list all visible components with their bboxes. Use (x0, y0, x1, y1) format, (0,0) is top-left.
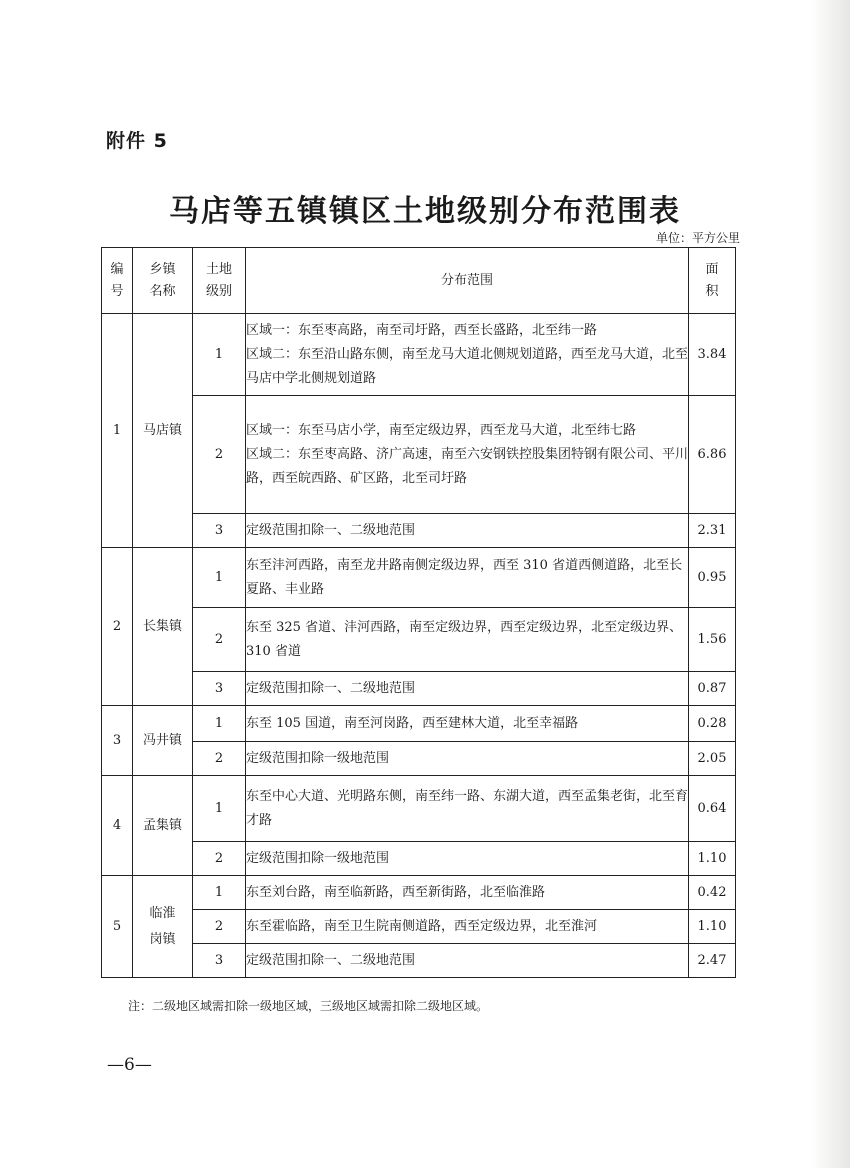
area-value: 0.28 (689, 706, 736, 742)
header-level-line: 土地 (205, 261, 232, 277)
range-text: 定级范围扣除一、二级地范围 (246, 952, 416, 968)
range-text: 定级范围扣除一级地范围 (246, 750, 390, 766)
area-value: 2.31 (689, 514, 736, 548)
town-number: 1 (102, 314, 133, 548)
header-area (689, 248, 736, 314)
distribution-range (246, 706, 689, 742)
town-name-line: 马店镇 (142, 422, 182, 438)
distribution-range (246, 514, 689, 548)
town-name-line: 冯井镇 (142, 732, 182, 748)
header-town (133, 248, 193, 314)
land-level: 2 (193, 608, 246, 672)
page-number: —6— (107, 1055, 152, 1075)
distribution-range (246, 608, 689, 672)
table-row (102, 910, 736, 944)
range-text: 东至中心大道、光明路东侧，南至纬一路、东湖大道，西至孟集老街，北至育才路 (246, 788, 689, 828)
area-value: 0.95 (689, 548, 736, 608)
unit-label: 单位：平方公里 (655, 231, 740, 245)
table-note: 注：二级地区域需扣除一级地区域，三级地区域需扣除二级地区域。 (128, 999, 489, 1013)
town-name-line: 孟集镇 (142, 817, 182, 833)
table-header-row (102, 248, 736, 314)
land-level: 2 (193, 742, 246, 776)
area-value: 3.84 (689, 314, 736, 396)
scan-edge-shadow (810, 0, 850, 1168)
town-name (133, 548, 193, 706)
land-level: 1 (193, 706, 246, 742)
land-level: 3 (193, 514, 246, 548)
table-row (102, 672, 736, 706)
table-row (102, 944, 736, 978)
range-text: 定级范围扣除一级地范围 (246, 850, 390, 866)
table-row (102, 548, 736, 608)
distribution-range (246, 548, 689, 608)
town-name (133, 876, 193, 978)
land-level: 3 (193, 672, 246, 706)
range-text: 区域一：东至枣高路，南至司圩路，西至长盛路，北至纬一路 (246, 322, 598, 338)
land-level: 1 (193, 548, 246, 608)
range-text: 东至沣河西路，南至龙井路南侧定级边界，西至 310 省道西侧道路，北至长夏路、丰业路 (246, 557, 683, 597)
header-level-line: 级别 (205, 283, 232, 299)
area-value: 1.56 (689, 608, 736, 672)
land-level: 1 (193, 776, 246, 842)
distribution-range (246, 314, 689, 396)
land-level: 3 (193, 944, 246, 978)
area-value: 0.64 (689, 776, 736, 842)
table-row (102, 608, 736, 672)
distribution-range (246, 742, 689, 776)
town-name-line: 临淮 (149, 905, 176, 921)
table-row (102, 514, 736, 548)
distribution-range (246, 876, 689, 910)
town-name (133, 314, 193, 548)
header-town-line: 乡镇 (149, 261, 176, 277)
table-body (102, 314, 736, 978)
table-row (102, 876, 736, 910)
distribution-range (246, 672, 689, 706)
land-level: 2 (193, 842, 246, 876)
range-text: 区域二：东至枣高路、济广高速，南至六安钢铁控股集团特钢有限公司、平川路，西至皖西路、矿区路，北至司圩路 (246, 446, 689, 486)
range-text: 东至 105 国道，南至河岗路，西至建林大道，北至幸福路 (246, 715, 579, 731)
header-town-line: 名称 (149, 283, 176, 299)
header-area-line: 面 (705, 261, 719, 277)
distribution-range (246, 910, 689, 944)
range-text: 区域一：东至马店小学，南至定级边界，西至龙马大道，北至纬七路 (246, 422, 637, 438)
town-name (133, 776, 193, 876)
table-row (102, 842, 736, 876)
land-level: 2 (193, 910, 246, 944)
town-number: 2 (102, 548, 133, 706)
header-no (102, 248, 133, 314)
page-title: 马店等五镇镇区土地级别分布范围表 (169, 194, 681, 229)
town-number: 4 (102, 776, 133, 876)
attachment-label: 附件 5 (106, 130, 168, 152)
land-level: 1 (193, 876, 246, 910)
area-value: 1.10 (689, 842, 736, 876)
town-number: 5 (102, 876, 133, 978)
distribution-range (246, 776, 689, 842)
range-text: 区域二：东至沿山路东侧，南至龙马大道北侧规划道路，西至龙马大道，北至马店中学北侧规划道路 (246, 346, 689, 386)
table-row (102, 314, 736, 396)
town-name-line: 岗镇 (149, 931, 176, 947)
area-value: 2.47 (689, 944, 736, 978)
header-no-line: 号 (110, 283, 124, 299)
header-area-line: 积 (705, 283, 719, 299)
area-value: 0.87 (689, 672, 736, 706)
range-text: 东至霍临路，南至卫生院南侧道路，西至定级边界，北至淮河 (246, 918, 598, 934)
table-row (102, 396, 736, 514)
area-value: 6.86 (689, 396, 736, 514)
land-level: 2 (193, 396, 246, 514)
town-name (133, 706, 193, 776)
range-text: 东至刘台路，南至临新路，西至新街路，北至临淮路 (246, 884, 546, 900)
table-row (102, 776, 736, 842)
header-no-line: 编 (110, 261, 124, 277)
table-row (102, 706, 736, 742)
area-value: 1.10 (689, 910, 736, 944)
area-value: 0.42 (689, 876, 736, 910)
area-value: 2.05 (689, 742, 736, 776)
header-level (193, 248, 246, 314)
distribution-range (246, 944, 689, 978)
town-name-line: 长集镇 (142, 618, 182, 634)
range-text: 定级范围扣除一、二级地范围 (246, 522, 416, 538)
table-row (102, 742, 736, 776)
land-level-table (101, 247, 736, 978)
range-text: 东至 325 省道、沣河西路，南至定级边界，西至定级边界，北至定级边界、310 省道 (246, 619, 683, 659)
distribution-range (246, 396, 689, 514)
distribution-range (246, 842, 689, 876)
header-range: 分布范围 (246, 248, 689, 314)
town-number: 3 (102, 706, 133, 776)
land-level: 1 (193, 314, 246, 396)
range-text: 定级范围扣除一、二级地范围 (246, 680, 416, 696)
